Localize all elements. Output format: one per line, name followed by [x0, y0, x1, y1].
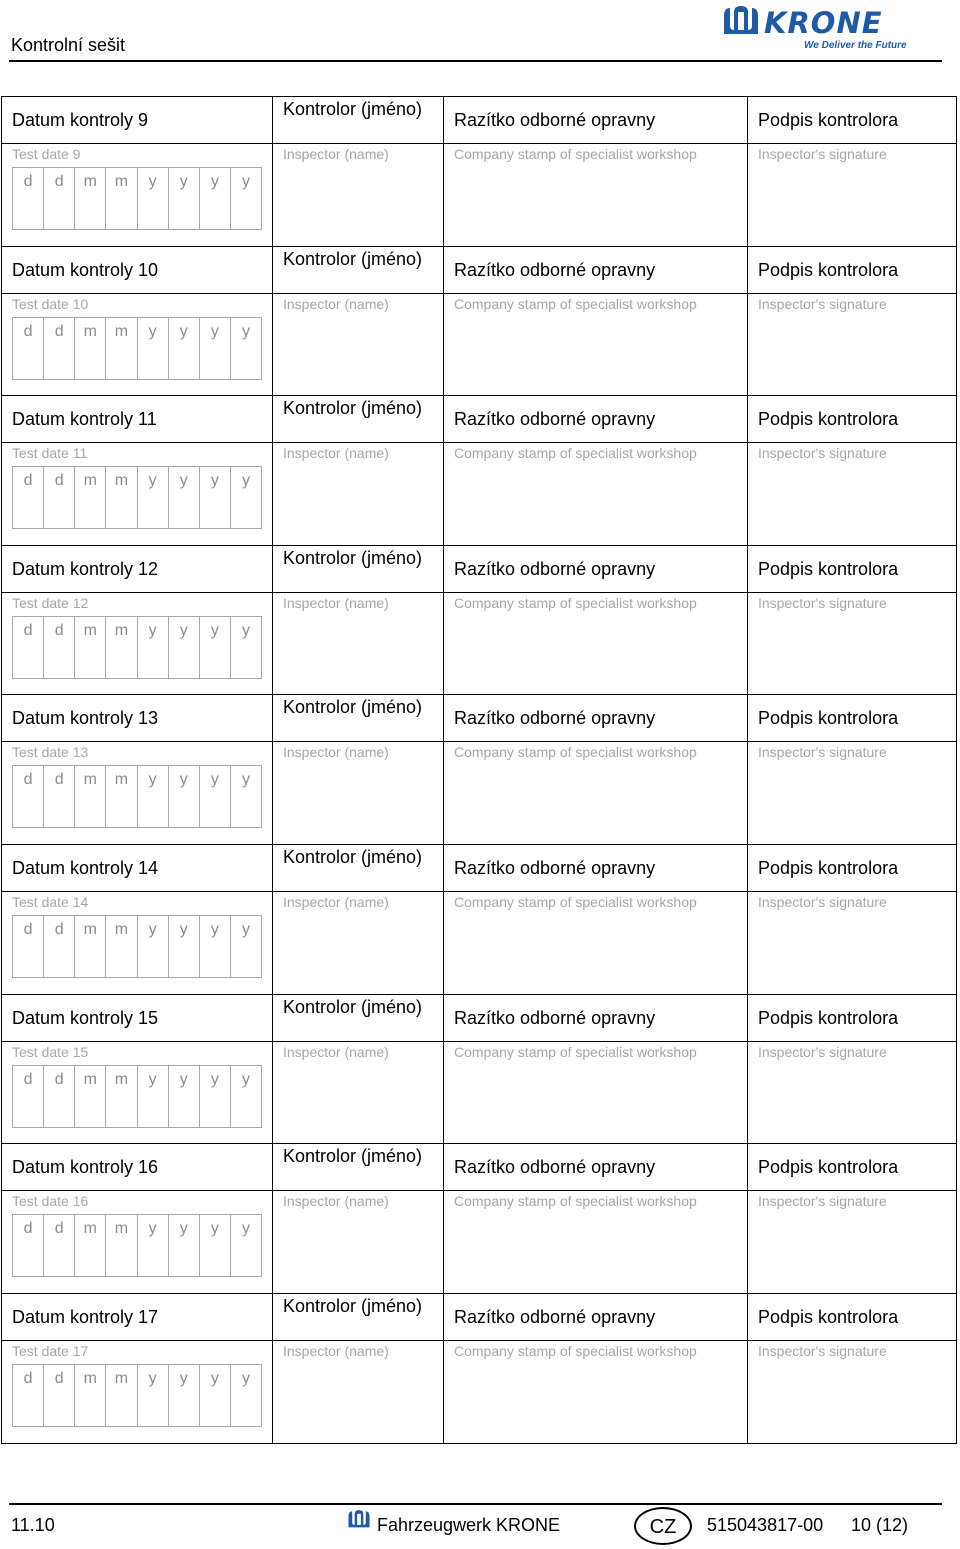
date-format-letter: y [210, 1220, 219, 1238]
date-format-letter: d [23, 1220, 33, 1238]
krone-crown-icon [720, 4, 762, 40]
inspector-label: Kontrolor (jméno) [283, 697, 423, 718]
date-digit-box[interactable] [231, 766, 262, 827]
date-digit-box[interactable] [106, 916, 137, 977]
inspector-name-cell[interactable] [273, 97, 444, 246]
date-format-letter: m [114, 173, 129, 190]
date-format-letter: m [83, 1220, 97, 1238]
workshop-stamp-cell[interactable] [444, 1294, 748, 1444]
test-date-label-en: Test date 13 [12, 744, 89, 761]
signature-label: Podpis kontrolora [758, 1306, 899, 1327]
test-date-cell [2, 995, 273, 1144]
date-digit-box[interactable] [231, 168, 262, 229]
date-digit-box[interactable] [231, 1066, 262, 1127]
test-date-label-en: Test date 16 [12, 1193, 89, 1210]
date-digit-box[interactable] [231, 916, 262, 977]
date-digit-box[interactable] [231, 1215, 262, 1276]
test-date-label-en: Test date 14 [12, 893, 89, 910]
test-date-label: Datum kontroly 9 [12, 110, 149, 130]
date-format-letter: y [241, 173, 250, 190]
date-digit-box[interactable] [138, 1066, 169, 1127]
inspector-signature-cell[interactable] [748, 1294, 958, 1444]
date-format-letter: y [210, 1369, 219, 1387]
date-format-letter: y [148, 621, 157, 639]
inspector-signature-cell[interactable] [748, 995, 958, 1144]
stamp-label-en: Company stamp of specialist workshop [454, 1043, 697, 1060]
date-format-letter: m [83, 173, 97, 190]
date-digit-box[interactable] [13, 168, 44, 229]
date-digit-box[interactable] [200, 1365, 231, 1426]
date-digit-box[interactable] [200, 617, 231, 678]
date-digit-box[interactable] [13, 766, 44, 827]
date-format-letter: d [23, 1369, 33, 1387]
inspector-signature-cell[interactable] [748, 396, 958, 545]
date-format-letter: d [54, 322, 64, 340]
date-format-letter: m [114, 771, 129, 789]
date-format-letter: d [54, 1369, 64, 1387]
inspection-entry [2, 97, 956, 247]
date-digit-box[interactable] [106, 467, 137, 528]
inspector-name-cell[interactable] [273, 247, 444, 396]
test-date-label: Datum kontroly 11 [12, 409, 157, 430]
date-format-letter: y [241, 771, 250, 789]
date-digit-box[interactable] [200, 916, 231, 977]
inspection-entry [2, 845, 956, 995]
date-format-letter: y [210, 173, 219, 190]
date-digit-box[interactable] [138, 617, 169, 678]
date-format-letter: y [179, 1369, 188, 1387]
date-format-letter: d [23, 173, 33, 190]
test-date-label-en: Test date 15 [12, 1043, 89, 1060]
inspector-label-en: Inspector (name) [283, 146, 389, 162]
test-date-label: Datum kontroly 16 [12, 1157, 159, 1178]
stamp-label-en: Company stamp of specialist workshop [454, 1193, 697, 1210]
test-date-label: Datum kontroly 13 [12, 708, 159, 729]
date-digit-box[interactable] [169, 617, 200, 678]
krone-logo [720, 4, 920, 54]
inspection-entry [2, 247, 956, 397]
date-digit-box[interactable] [44, 467, 75, 528]
inspector-label-en: Inspector (name) [283, 1043, 389, 1060]
date-format-letter: d [54, 920, 64, 938]
signature-label-en: Inspector's signature [758, 1043, 887, 1060]
language-badge: CZ [634, 1507, 692, 1545]
inspector-signature-cell[interactable] [748, 845, 958, 994]
test-date-label-en: Test date 12 [12, 594, 89, 611]
date-digit-box[interactable] [231, 617, 262, 678]
test-date-label: Datum kontroly 10 [12, 259, 159, 280]
date-digit-box[interactable] [13, 617, 44, 678]
date-format-letter: m [83, 472, 97, 490]
date-format-letter: y [148, 322, 157, 340]
date-digit-box[interactable] [13, 318, 44, 379]
date-format-letter: y [179, 621, 188, 639]
inspection-log-table [1, 96, 957, 1444]
test-date-label-en: Test date 17 [12, 1342, 89, 1359]
stamp-label-en: Company stamp of specialist workshop [454, 445, 697, 462]
signature-label: Podpis kontrolora [758, 110, 899, 130]
date-digit-box[interactable] [13, 467, 44, 528]
test-date-label-en: Test date 9 [12, 146, 81, 162]
stamp-label: Razítko odborné opravny [454, 1306, 656, 1327]
inspector-label: Kontrolor (jméno) [283, 996, 423, 1017]
date-format-letter: m [114, 322, 129, 340]
date-format-letter: y [210, 920, 219, 938]
stamp-label: Razítko odborné opravny [454, 558, 656, 579]
test-date-cell [2, 695, 273, 844]
logo-wordmark: KRONE [764, 6, 883, 40]
signature-label-en: Inspector's signature [758, 146, 887, 162]
inspector-label-en: Inspector (name) [283, 1193, 389, 1210]
workshop-stamp-cell[interactable] [444, 1144, 748, 1293]
inspector-name-cell[interactable] [273, 396, 444, 545]
date-digit-box[interactable] [138, 318, 169, 379]
workshop-stamp-cell[interactable] [444, 247, 748, 396]
date-digit-box[interactable] [106, 1215, 137, 1276]
date-entry-field[interactable] [12, 317, 262, 380]
test-date-label: Datum kontroly 15 [12, 1007, 159, 1028]
date-digit-box[interactable] [231, 1365, 262, 1426]
date-format-letter: y [241, 322, 250, 340]
date-entry-field[interactable] [12, 1214, 262, 1277]
inspector-label: Kontrolor (jméno) [283, 846, 423, 867]
inspection-entry [2, 995, 956, 1145]
test-date-cell [2, 1294, 273, 1444]
inspector-label: Kontrolor (jméno) [283, 248, 423, 269]
date-format-letter: y [179, 322, 188, 340]
date-format-letter: m [83, 1369, 97, 1387]
test-date-label: Datum kontroly 14 [12, 857, 159, 878]
date-digit-box[interactable] [106, 766, 137, 827]
date-digit-box[interactable] [13, 1066, 44, 1127]
inspector-label-en: Inspector (name) [283, 594, 389, 611]
footer-company: Fahrzeugwerk KRONE [377, 1515, 561, 1535]
inspector-label: Kontrolor (jméno) [283, 547, 423, 568]
date-digit-box[interactable] [231, 318, 262, 379]
date-format-letter: y [179, 173, 188, 190]
date-entry-field[interactable] [12, 167, 262, 230]
date-digit-box[interactable] [75, 1365, 106, 1426]
date-format-letter: m [114, 1220, 129, 1238]
date-format-letter: y [179, 1220, 188, 1238]
date-digit-box[interactable] [200, 318, 231, 379]
date-digit-box[interactable] [44, 1365, 75, 1426]
inspector-label-en: Inspector (name) [283, 445, 389, 462]
test-date-label-en: Test date 10 [12, 295, 89, 312]
test-date-cell [2, 845, 273, 994]
inspector-name-cell[interactable] [273, 695, 444, 844]
date-format-letter: d [54, 621, 64, 639]
date-format-letter: y [179, 1070, 188, 1088]
date-digit-box[interactable] [169, 916, 200, 977]
date-format-letter: y [241, 1070, 250, 1088]
date-digit-box[interactable] [106, 318, 137, 379]
date-format-letter: m [83, 1070, 97, 1088]
stamp-label: Razítko odborné opravny [454, 110, 656, 130]
date-digit-box[interactable] [44, 766, 75, 827]
date-digit-box[interactable] [44, 916, 75, 977]
workshop-stamp-cell[interactable] [444, 845, 748, 994]
footer-date: 11.10 [11, 1515, 55, 1535]
date-format-letter: m [83, 920, 97, 938]
stamp-label: Razítko odborné opravny [454, 857, 656, 878]
header-divider [9, 60, 942, 62]
inspector-label-en: Inspector (name) [283, 744, 389, 761]
date-digit-box[interactable] [75, 916, 106, 977]
date-format-letter: y [148, 771, 157, 789]
date-format-letter: d [54, 472, 64, 490]
page-number: 10 (12) [851, 1515, 909, 1535]
date-format-letter: m [114, 1070, 129, 1088]
date-format-letter: m [83, 621, 97, 639]
date-format-letter: y [241, 1220, 250, 1238]
date-digit-box[interactable] [44, 318, 75, 379]
stamp-label-en: Company stamp of specialist workshop [454, 744, 697, 761]
date-digit-box[interactable] [231, 467, 262, 528]
krone-crown-icon [346, 1508, 372, 1532]
inspection-entry [2, 1144, 956, 1294]
workshop-stamp-cell[interactable] [444, 695, 748, 844]
date-digit-box[interactable] [200, 766, 231, 827]
date-digit-box[interactable] [138, 168, 169, 229]
inspection-entry [2, 695, 956, 845]
stamp-label-en: Company stamp of specialist workshop [454, 1342, 697, 1359]
inspector-label-en: Inspector (name) [283, 1342, 389, 1359]
date-digit-box[interactable] [44, 168, 75, 229]
stamp-label: Razítko odborné opravny [454, 409, 656, 430]
date-digit-box[interactable] [106, 1066, 137, 1127]
workshop-stamp-cell[interactable] [444, 546, 748, 695]
date-digit-box[interactable] [75, 318, 106, 379]
workshop-stamp-cell[interactable] [444, 995, 748, 1144]
inspector-name-cell[interactable] [273, 845, 444, 994]
date-format-letter: y [241, 472, 250, 490]
date-format-letter: y [148, 1369, 157, 1387]
inspector-label-en: Inspector (name) [283, 893, 389, 910]
date-digit-box[interactable] [138, 1365, 169, 1426]
stamp-label: Razítko odborné opravny [454, 1157, 656, 1178]
date-format-letter: y [148, 472, 157, 490]
date-digit-box[interactable] [13, 1365, 44, 1426]
stamp-label-en: Company stamp of specialist workshop [454, 893, 697, 910]
inspector-label: Kontrolor (jméno) [283, 99, 423, 119]
date-format-letter: y [241, 920, 250, 938]
date-digit-box[interactable] [75, 168, 106, 229]
date-format-letter: m [114, 472, 129, 490]
date-format-letter: y [210, 621, 219, 639]
date-digit-box[interactable] [106, 617, 137, 678]
date-entry-field[interactable] [12, 1364, 262, 1427]
inspector-name-cell[interactable] [273, 1294, 444, 1444]
signature-label-en: Inspector's signature [758, 1342, 887, 1359]
date-format-letter: m [114, 920, 129, 938]
date-digit-box[interactable] [169, 1066, 200, 1127]
stamp-label: Razítko odborné opravny [454, 1007, 656, 1028]
footer-divider [9, 1503, 942, 1505]
date-format-letter: d [23, 621, 33, 639]
date-entry-field[interactable] [12, 616, 262, 679]
date-format-letter: d [54, 1070, 64, 1088]
date-digit-box[interactable] [200, 467, 231, 528]
date-format-letter: d [54, 173, 64, 190]
date-format-letter: m [114, 621, 129, 639]
date-digit-box[interactable] [169, 1215, 200, 1276]
workshop-stamp-cell[interactable] [444, 97, 748, 246]
date-digit-box[interactable] [138, 766, 169, 827]
date-format-letter: y [148, 1220, 157, 1238]
test-date-cell [2, 546, 273, 695]
test-date-cell [2, 247, 273, 396]
date-format-letter: y [210, 322, 219, 340]
date-digit-box[interactable] [138, 916, 169, 977]
date-entry-field[interactable] [12, 1065, 262, 1128]
signature-label: Podpis kontrolora [758, 708, 899, 729]
date-format-letter: m [83, 322, 97, 340]
date-format-letter: y [241, 1369, 250, 1387]
inspector-signature-cell[interactable] [748, 546, 958, 695]
date-digit-box[interactable] [13, 1215, 44, 1276]
date-digit-box[interactable] [75, 1066, 106, 1127]
test-date-label-en: Test date 11 [12, 445, 88, 462]
date-format-letter: y [179, 771, 188, 789]
date-format-letter: d [23, 1070, 33, 1088]
inspector-signature-cell[interactable] [748, 247, 958, 396]
date-entry-field[interactable] [12, 765, 262, 828]
signature-label: Podpis kontrolora [758, 409, 899, 430]
date-format-letter: y [148, 1070, 157, 1088]
date-format-letter: d [54, 1220, 64, 1238]
inspector-signature-cell[interactable] [748, 1144, 958, 1293]
date-format-letter: y [179, 920, 188, 938]
inspector-signature-cell[interactable] [748, 695, 958, 844]
signature-label: Podpis kontrolora [758, 857, 899, 878]
date-digit-box[interactable] [13, 916, 44, 977]
inspection-entry [2, 396, 956, 546]
date-format-letter: m [83, 771, 97, 789]
signature-label-en: Inspector's signature [758, 445, 887, 462]
inspection-entry [2, 546, 956, 696]
inspector-signature-cell[interactable] [748, 97, 958, 246]
signature-label: Podpis kontrolora [758, 558, 899, 579]
date-format-letter: y [241, 621, 250, 639]
inspector-label: Kontrolor (jméno) [283, 1146, 423, 1167]
date-format-letter: y [210, 1070, 219, 1088]
signature-label-en: Inspector's signature [758, 744, 887, 761]
signature-label-en: Inspector's signature [758, 1193, 887, 1210]
date-format-letter: y [148, 920, 157, 938]
date-digit-box[interactable] [75, 1215, 106, 1276]
date-format-letter: d [23, 322, 33, 340]
logo-tagline: We Deliver the Future [804, 40, 907, 51]
date-format-letter: d [23, 771, 33, 789]
signature-label-en: Inspector's signature [758, 893, 887, 910]
date-format-letter: y [148, 173, 157, 190]
inspector-name-cell[interactable] [273, 546, 444, 695]
date-entry-field[interactable] [12, 915, 262, 978]
page-title: Kontrolní sešit [11, 35, 126, 55]
date-digit-box[interactable] [200, 168, 231, 229]
signature-label-en: Inspector's signature [758, 594, 887, 611]
date-digit-box[interactable] [169, 318, 200, 379]
date-digit-box[interactable] [200, 1215, 231, 1276]
signature-label: Podpis kontrolora [758, 1007, 899, 1028]
date-digit-box[interactable] [75, 617, 106, 678]
inspector-name-cell[interactable] [273, 995, 444, 1144]
date-digit-box[interactable] [106, 1365, 137, 1426]
date-format-letter: d [54, 771, 64, 789]
test-date-cell [2, 1144, 273, 1293]
stamp-label: Razítko odborné opravny [454, 259, 656, 280]
date-digit-box[interactable] [44, 1066, 75, 1127]
date-digit-box[interactable] [200, 1066, 231, 1127]
date-format-letter: y [210, 771, 219, 789]
signature-label-en: Inspector's signature [758, 295, 887, 312]
date-digit-box[interactable] [169, 1365, 200, 1426]
date-digit-box[interactable] [169, 467, 200, 528]
date-format-letter: y [210, 472, 219, 490]
date-digit-box[interactable] [169, 168, 200, 229]
date-format-letter: m [114, 1369, 129, 1387]
inspector-label: Kontrolor (jméno) [283, 1295, 423, 1316]
date-digit-box[interactable] [44, 1215, 75, 1276]
inspector-label: Kontrolor (jméno) [283, 398, 423, 419]
inspector-name-cell[interactable] [273, 1144, 444, 1293]
workshop-stamp-cell[interactable] [444, 396, 748, 545]
stamp-label-en: Company stamp of specialist workshop [454, 146, 697, 162]
date-digit-box[interactable] [75, 766, 106, 827]
signature-label: Podpis kontrolora [758, 259, 899, 280]
test-date-label: Datum kontroly 17 [12, 1306, 159, 1327]
date-entry-field[interactable] [12, 466, 262, 529]
date-digit-box[interactable] [169, 766, 200, 827]
test-date-label: Datum kontroly 12 [12, 558, 159, 579]
date-digit-box[interactable] [75, 467, 106, 528]
date-format-letter: y [179, 472, 188, 490]
stamp-label-en: Company stamp of specialist workshop [454, 594, 697, 611]
stamp-label: Razítko odborné opravny [454, 708, 656, 729]
document-number: 515043817-00 [707, 1515, 824, 1535]
inspection-entry [2, 1294, 956, 1444]
inspector-label-en: Inspector (name) [283, 295, 389, 312]
signature-label: Podpis kontrolora [758, 1157, 899, 1178]
date-digit-box[interactable] [138, 1215, 169, 1276]
date-digit-box[interactable] [138, 467, 169, 528]
test-date-cell [2, 97, 273, 246]
test-date-cell [2, 396, 273, 545]
date-digit-box[interactable] [44, 617, 75, 678]
stamp-label-en: Company stamp of specialist workshop [454, 295, 697, 312]
date-digit-box[interactable] [106, 168, 137, 229]
date-format-letter: d [23, 472, 33, 490]
date-format-letter: d [23, 920, 33, 938]
